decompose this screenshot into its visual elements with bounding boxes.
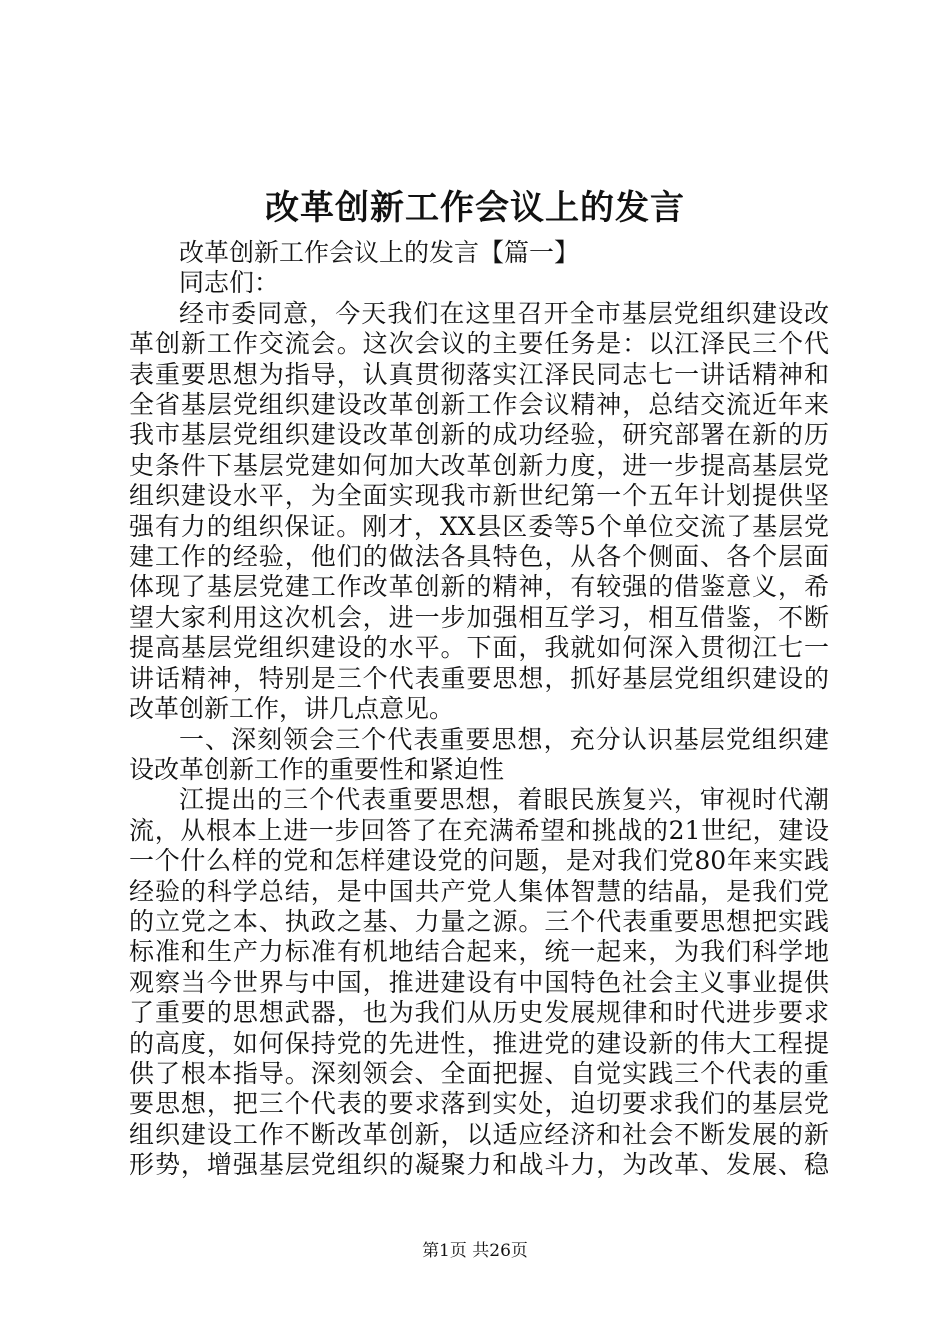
text-line: 表重要思想为指导，认真贯彻落实江泽民同志七一讲话精神和: [129, 359, 829, 389]
salutation: 同志们：: [179, 268, 280, 298]
text-line: 观察当今世界与中国，推进建设有中国特色社会主义事业提供: [129, 967, 829, 997]
text-line: 经验的科学总结，是中国共产党人集体智慧的结晶，是我们党: [129, 876, 829, 906]
text-line: 要思想，把三个代表的要求落到实处，迫切要求我们的基层党: [129, 1089, 829, 1119]
text-line: 供了根本指导。深刻领会、全面把握、自觉实践三个代表的重: [129, 1058, 829, 1088]
paragraph-2: [129, 785, 829, 1180]
text-line: 的高度，如何保持党的先进性，推进党的建设新的伟大工程提: [129, 1028, 829, 1058]
page-footer: 第1页 共26页: [422, 1241, 528, 1261]
text-line: 标准和生产力标准有机地结合起来，统一起来，为我们科学地: [129, 937, 829, 967]
text-line: 形势，增强基层党组织的凝聚力和战斗力，为改革、发展、稳: [129, 1150, 829, 1180]
text-line: 经市委同意，今天我们在这里召开全市基层党组织建设改: [179, 298, 829, 328]
text-line: 一、深刻领会三个代表重要思想，充分认识基层党组织建: [179, 724, 829, 754]
text-line: 流，从根本上进一步回答了在充满希望和挑战的21世纪，建设: [129, 815, 829, 845]
text-line: 提高基层党组织建设的水平。下面，我就如何深入贯彻江七一: [129, 633, 829, 663]
heading-1: [129, 725, 829, 786]
text-line: 江提出的三个代表重要思想，着眼民族复兴，审视时代潮: [179, 785, 829, 815]
text-line: 改革创新工作，讲几点意见。: [129, 694, 455, 724]
section-subtitle: 改革创新工作会议上的发言【篇一】: [179, 238, 580, 267]
text-line: 组织建设工作不断改革创新，以适应经济和社会不断发展的新: [129, 1119, 829, 1149]
document-title: 改革创新工作会议上的发言: [265, 188, 685, 228]
text-line: 望大家利用这次机会，进一步加强相互学习，相互借鉴，不断: [129, 602, 829, 632]
text-line: 我市基层党组织建设改革创新的成功经验，研究部署在新的历: [129, 420, 829, 450]
text-line: 革创新工作交流会。这次会议的主要任务是：以江泽民三个代: [129, 329, 829, 359]
document-body: [129, 238, 829, 1181]
text-line: 设改革创新工作的重要性和紧迫性: [129, 754, 505, 784]
text-line: 体现了基层党建工作改革创新的精神，有较强的借鉴意义，希: [129, 572, 829, 602]
paragraph-1: [129, 299, 829, 725]
text-line: 全省基层党组织建设改革创新工作会议精神，总结交流近年来: [129, 390, 829, 420]
text-line: 一个什么样的党和怎样建设党的问题，是对我们党80年来实践: [129, 846, 829, 876]
text-line: 组织建设水平，为全面实现我市新世纪第一个五年计划提供坚: [129, 481, 829, 511]
text-line: 的立党之本、执政之基、力量之源。三个代表重要思想把实践: [129, 906, 829, 936]
text-line: 强有力的组织保证。刚才，XX县区委等5个单位交流了基层党: [129, 511, 829, 541]
text-line: 史条件下基层党建如何加大改革创新力度，进一步提高基层党: [129, 450, 829, 480]
text-line: 建工作的经验，他们的做法各具特色，从各个侧面、各个层面: [129, 542, 829, 572]
text-line: 讲话精神，特别是三个代表重要思想，抓好基层党组织建设的: [129, 663, 829, 693]
text-line: 了重要的思想武器，也为我们从历史发展规律和时代进步要求: [129, 998, 829, 1028]
